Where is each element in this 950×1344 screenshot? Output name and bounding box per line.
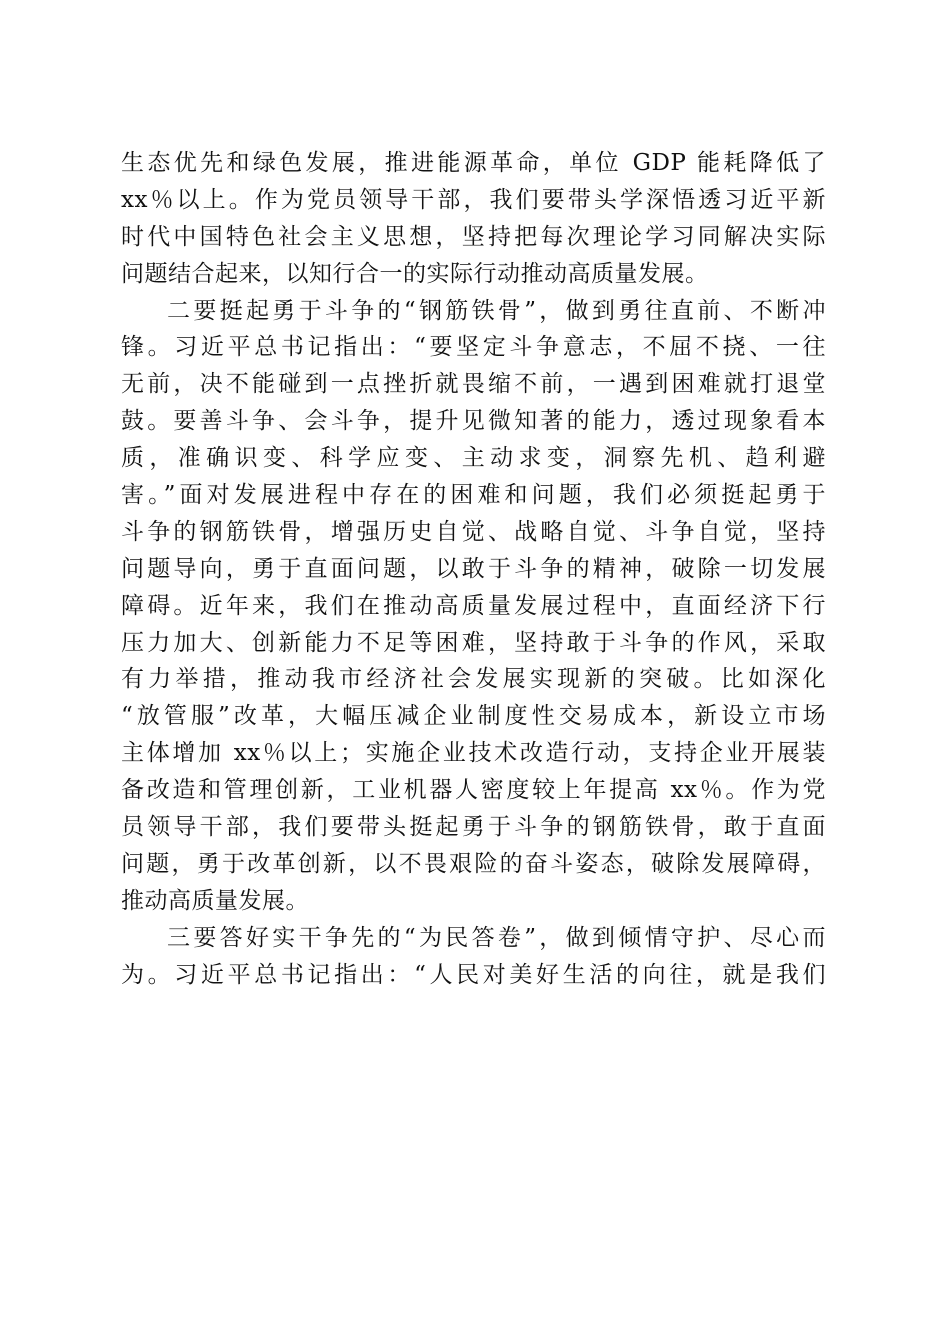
text-line: 障碍。近年来，我们在推动高质量发展过程中，直面经济下行 [121,592,826,619]
text-line: 为。习近平总书记指出：“人民对美好生活的向往，就是我们 [121,961,826,988]
text-line: 有力举措，推动我市经济社会发展实现新的突破。比如深化 [121,666,826,693]
text-line: “放管服”改革，大幅压减企业制度性交易成本，新设立市场 [121,703,826,730]
text-line: 无前，决不能碰到一点挫折就畏缩不前，一遇到困难就打退堂 [121,371,826,398]
text-line: 时代中国特色社会主义思想，坚持把每次理论学习同解决实际 [121,223,826,250]
text-line: 质，准确识变、科学应变、主动求变，洞察先机、趋利避 [121,445,826,472]
text-line: 问题导向，勇于直面问题，以敢于斗争的精神，破除一切发展 [121,555,826,582]
text-line: 生态优先和绿色发展，推进能源革命，单位 GDP 能耗降低了 [121,150,826,176]
text-line: 问题，勇于改革创新，以不畏艰险的奋斗姿态，破除发展障碍， [121,850,826,877]
text-line: 问题结合起来，以知行合一的实际行动推动高质量发展。 [121,260,709,287]
text-line: 斗争的钢筋铁骨，增强历史自觉、战略自觉、斗争自觉，坚持 [121,518,826,545]
paragraph-start-line: 二要挺起勇于斗争的“钢筋铁骨”，做到勇往直前、不断冲 [167,297,826,324]
text-line: 备改造和管理创新，工业机器人密度较上年提高 xx％。作为党 [121,777,826,804]
text-line: 害。”面对发展进程中存在的困难和问题，我们必须挺起勇于 [121,482,826,509]
text-line: 员领导干部，我们要带头挺起勇于斗争的钢筋铁骨，敢于直面 [121,814,826,841]
document-body [121,145,826,993]
text-line: 鼓。要善斗争、会斗争，提升见微知著的能力，透过现象看本 [121,408,826,435]
text-line: 压力加大、创新能力不足等困难，坚持敢于斗争的作风，采取 [121,629,826,656]
text-line: xx％以上。作为党员领导干部，我们要带头学深悟透习近平新 [121,186,826,213]
text-line: 推动高质量发展。 [121,887,309,914]
text-line: 主体增加 xx％以上；实施企业技术改造行动，支持企业开展装 [121,740,826,767]
paragraph-start-line: 三要答好实干争先的“为民答卷”，做到倾情守护、尽心而 [167,924,826,951]
text-line: 锋。习近平总书记指出：“要坚定斗争意志，不屈不挠、一往 [121,334,826,361]
